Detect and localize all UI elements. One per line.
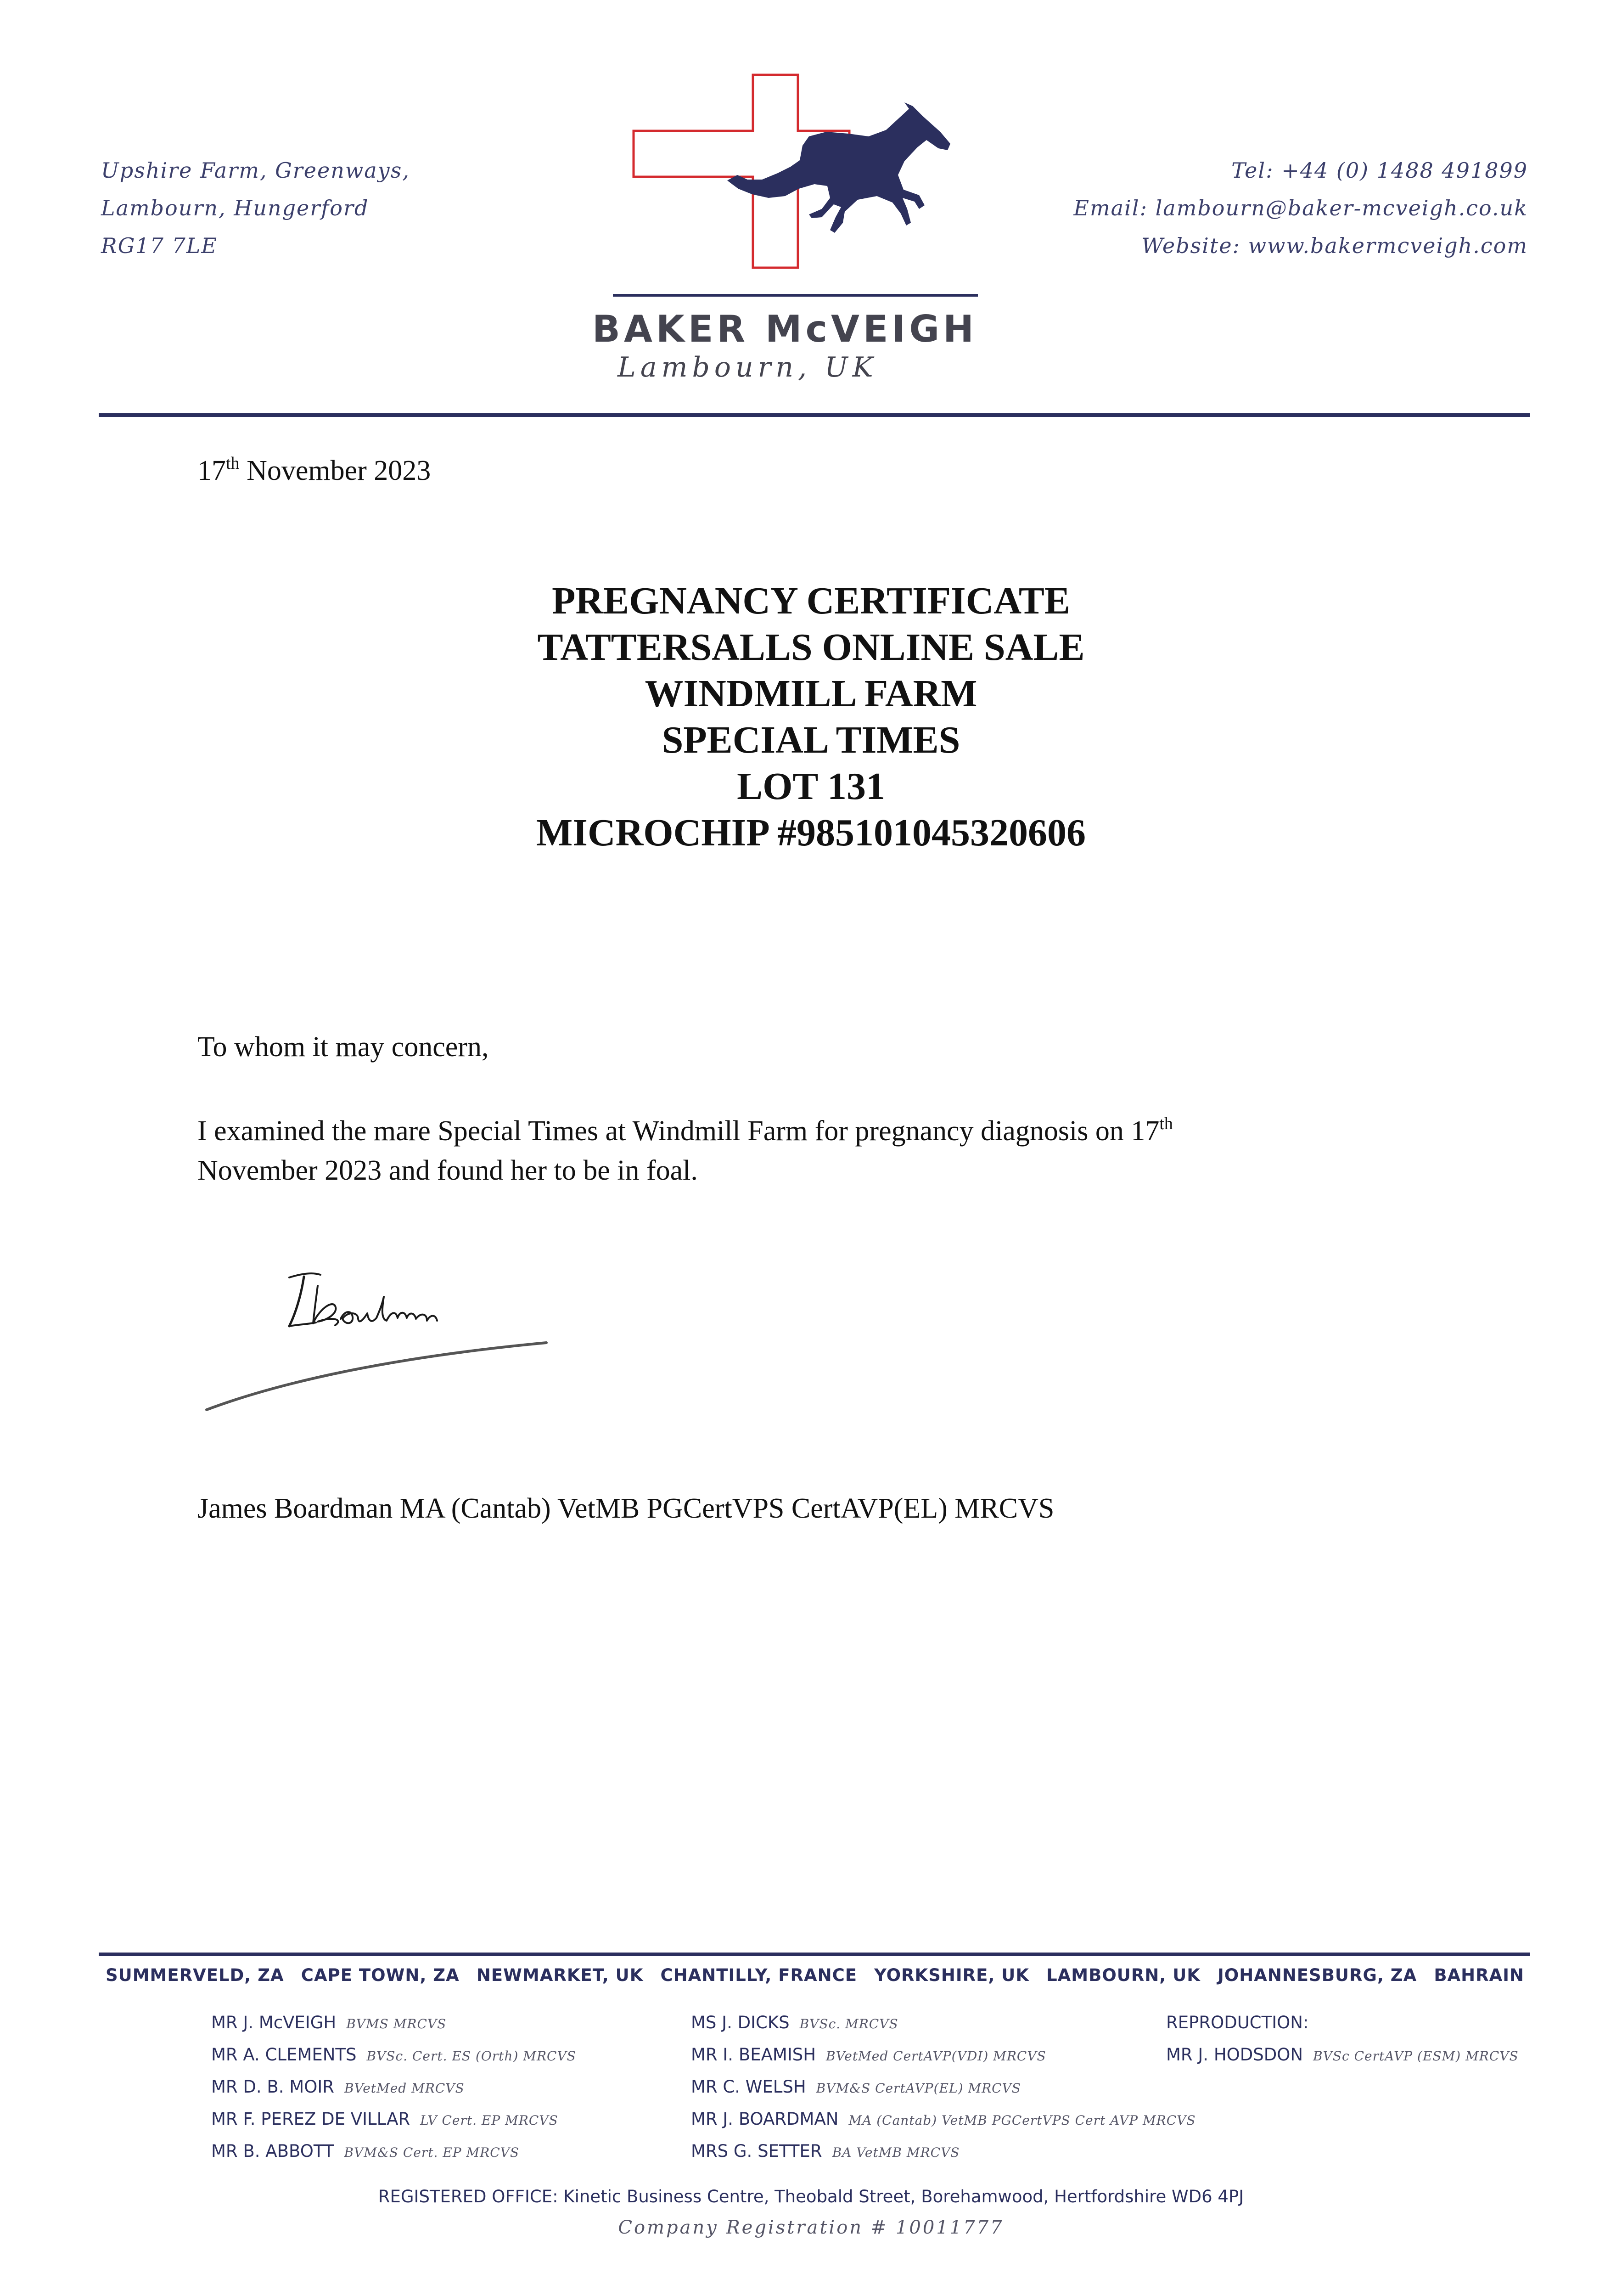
staff-row: MR F. PEREZ DE VILLAR LV Cert. EP MRCVS (211, 2109, 558, 2129)
address-block (101, 152, 560, 264)
title-line: SPECIAL TIMES (662, 719, 960, 761)
title-line: LOT 131 (737, 765, 885, 808)
location-item: CAPE TOWN, ZA (301, 1965, 460, 1985)
horse-icon (727, 102, 950, 233)
office-locations (106, 1965, 1524, 1985)
location-item: NEWMARKET, UK (476, 1965, 644, 1985)
location-item: YORKSHIRE, UK (874, 1965, 1029, 1985)
location-item: SUMMERVELD, ZA (106, 1965, 284, 1985)
reproduction-heading: REPRODUCTION: (1166, 2013, 1309, 2032)
signer-name: James Boardman MA (Cantab) VetMB PGCertVPS CertAVP(EL) MRCVS (197, 1493, 1055, 1524)
staff-row: MR I. BEAMISH BVetMed CertAVP(VDI) MRCVS (691, 2045, 1046, 2065)
baker-mcveigh-logo (629, 71, 982, 301)
staff-column-1 (211, 2007, 576, 2167)
header-divider (99, 413, 1530, 417)
signature-image (197, 1267, 574, 1419)
staff-row: MR J. McVEIGH BVMS MRCVS (211, 2013, 447, 2032)
address-line: Upshire Farm, Greenways, (101, 158, 410, 183)
phone-line: Tel: +44 (0) 1488 491899 (1231, 158, 1528, 183)
location-item: BAHRAIN (1434, 1965, 1524, 1985)
staff-row: MR D. B. MOIR BVetMed MRCVS (211, 2077, 465, 2097)
email-line: Email: lambourn@baker-mcveigh.co.uk (1073, 196, 1528, 220)
staff-column-3 (1166, 2007, 1519, 2071)
registered-office: REGISTERED OFFICE: Kinetic Business Centre, Theobald Street, Borehamwood, Hertfordshire WD6 4PJ (378, 2187, 1244, 2206)
company-registration: Company Registration # 10011777 (618, 2217, 1004, 2238)
contact-block (977, 152, 1528, 264)
brand-name: BAKER McVEIGH (592, 308, 977, 350)
body-line: November 2023 and found her to be in foal. (197, 1155, 698, 1186)
footer-divider (99, 1953, 1530, 1956)
title-line: MICROCHIP #985101045320606 (536, 811, 1086, 854)
date-day: 17 (197, 455, 226, 486)
date-rest: November 2023 (239, 455, 431, 486)
address-line: Lambourn, Hungerford (101, 196, 369, 220)
staff-row: MR B. ABBOTT BVM&S Cert. EP MRCVS (211, 2141, 520, 2161)
location-item: JOHANNESBURG, ZA (1218, 1965, 1417, 1985)
location-item: CHANTILLY, FRANCE (660, 1965, 858, 1985)
title-line: WINDMILL FARM (645, 672, 977, 715)
staff-row: MS J. DICKS BVSc. MRCVS (691, 2013, 898, 2032)
letter-date (197, 455, 431, 487)
logo-underline (613, 294, 978, 297)
website-line: Website: www.bakermcveigh.com (1141, 233, 1528, 258)
date-suffix: th (226, 454, 240, 473)
staff-row: MRS G. SETTER BA VetMB MRCVS (691, 2141, 960, 2161)
address-line: RG17 7LE (101, 233, 218, 258)
greeting: To whom it may concern, (197, 1031, 489, 1063)
certificate-title (0, 578, 1622, 856)
staff-row: MR C. WELSH BVM&S CertAVP(EL) MRCVS (691, 2077, 1021, 2097)
title-line: TATTERSALLS ONLINE SALE (537, 626, 1085, 669)
location-item: LAMBOURN, UK (1046, 1965, 1201, 1985)
staff-row: MR J. HODSDON BVSc CertAVP (ESM) MRCVS (1166, 2045, 1519, 2065)
staff-column-2 (691, 2007, 1196, 2167)
body-paragraph (197, 1111, 1437, 1190)
staff-row: MR A. CLEMENTS BVSc. Cert. ES (Orth) MRCVS (211, 2045, 576, 2065)
body-line: I examined the mare Special Times at Windmill Farm for pregnancy diagnosis on 17th (197, 1114, 1173, 1147)
title-line: PREGNANCY CERTIFICATE (552, 580, 1070, 622)
staff-row: MR J. BOARDMAN MA (Cantab) VetMB PGCertVPS Cert AVP MRCVS (691, 2109, 1196, 2129)
brand-location: Lambourn, UK (617, 351, 878, 383)
